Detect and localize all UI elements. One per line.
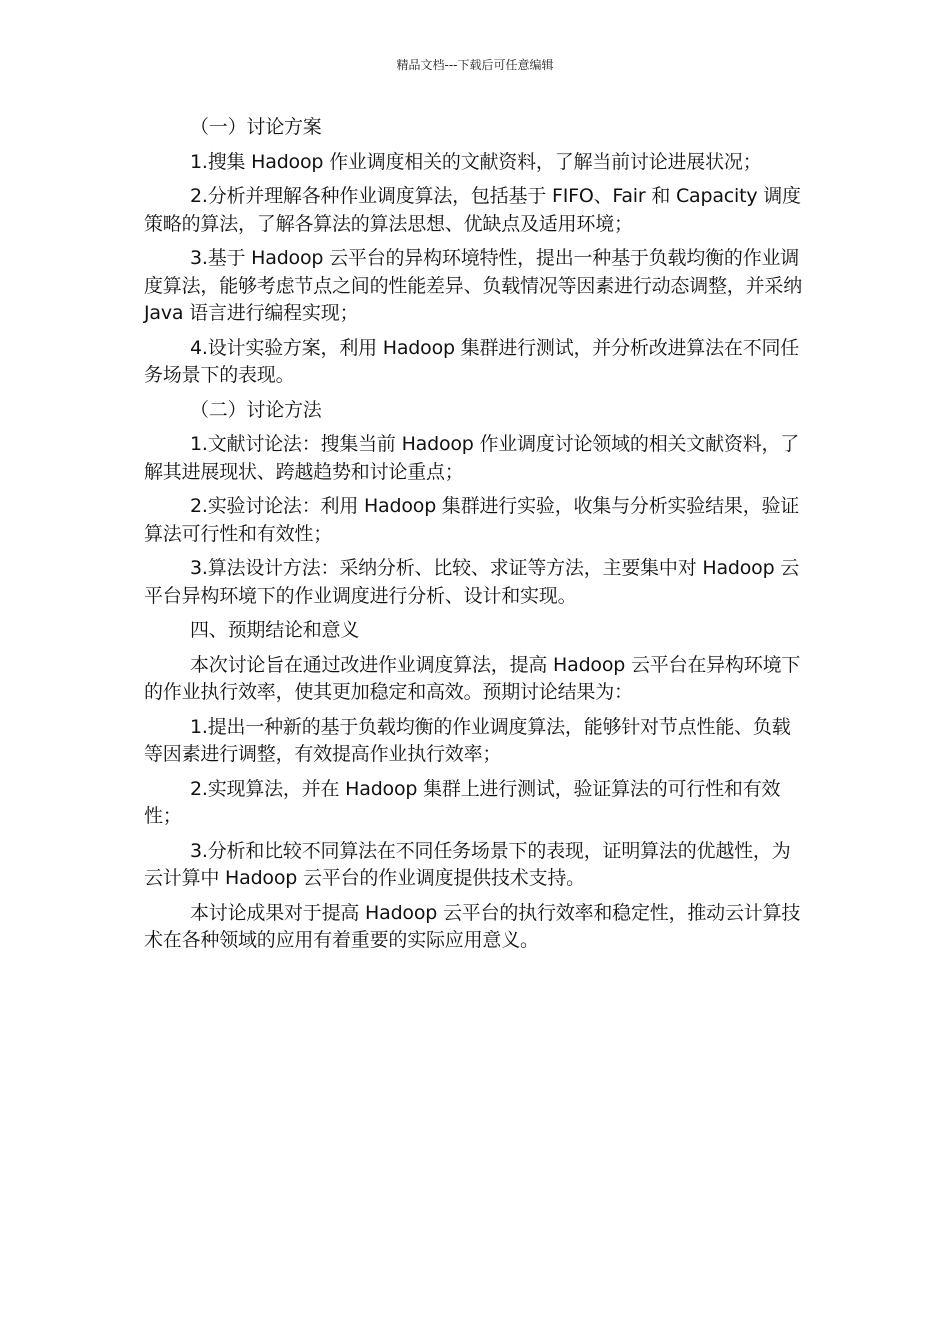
section-heading-research-methods: （二）讨论方法 [190, 398, 322, 421]
conclusion-paragraph: 本讨论成果对于提高 Hadoop 云平台的执行效率和稳定性，推动云计算技术在各种领域的应用有着重要的实际应用意义。 [144, 901, 801, 951]
plan-item-4: 4.设计实验方案，利用 Hadoop 集群进行测试，并分析改进算法在不同任务场景下的表现。 [144, 336, 800, 386]
expected-item-3: 3.分析和比较不同算法在不同任务场景下的表现，证明算法的优越性，为云计算中 Hadoop 云平台的作业调度提供技术支持。 [144, 839, 791, 889]
document-body [144, 114, 808, 962]
section-heading-expected-results: 四、预期结论和意义 [190, 619, 360, 641]
expected-intro: 本次讨论旨在通过改进作业调度算法，提高 Hadoop 云平台在异构环境下的作业执行效率，使其更加稳定和高效。预期讨论结果为： [144, 653, 801, 703]
plan-item-1: 1.搜集 Hadoop 作业调度相关的文献资料，了解当前讨论进展状况； [190, 150, 762, 173]
method-item-3: 3.算法设计方法：采纳分析、比较、求证等方法，主要集中对 Hadoop 云平台异构环境下的作业调度进行分析、设计和实现。 [144, 557, 800, 607]
method-item-2: 2.实验讨论法：利用 Hadoop 集群进行实验，收集与分析实验结果，验证算法可行性和有效性； [144, 495, 800, 545]
plan-item-2: 2.分析并理解各种作业调度算法，包括基于 FIFO、Fair 和 Capacity 调度策略的算法，了解各算法的算法思想、优缺点及适用环境； [144, 185, 801, 235]
plan-item-3: 3.基于 Hadoop 云平台的异构环境特性，提出一种基于负载均衡的作业调度算法，能够考虑节点之间的性能差异、负载情况等因素进行动态调整，并采纳 Java 语言进行编程实现； [144, 247, 803, 324]
section-heading-research-plan: （一）讨论方案 [190, 116, 322, 138]
page-header: 精品文档---下载后可任意编辑 [396, 58, 554, 72]
expected-item-1: 1.提出一种新的基于负载均衡的作业调度算法，能够针对节点性能、负载等因素进行调整，有效提高作业执行效率； [144, 715, 791, 765]
expected-item-2: 2.实现算法，并在 Hadoop 集群上进行测试，验证算法的可行性和有效性； [144, 777, 781, 827]
method-item-1: 1.文献讨论法：搜集当前 Hadoop 作业调度讨论领域的相关文献资料，了解其进展现状、跨越趋势和讨论重点； [144, 433, 800, 483]
